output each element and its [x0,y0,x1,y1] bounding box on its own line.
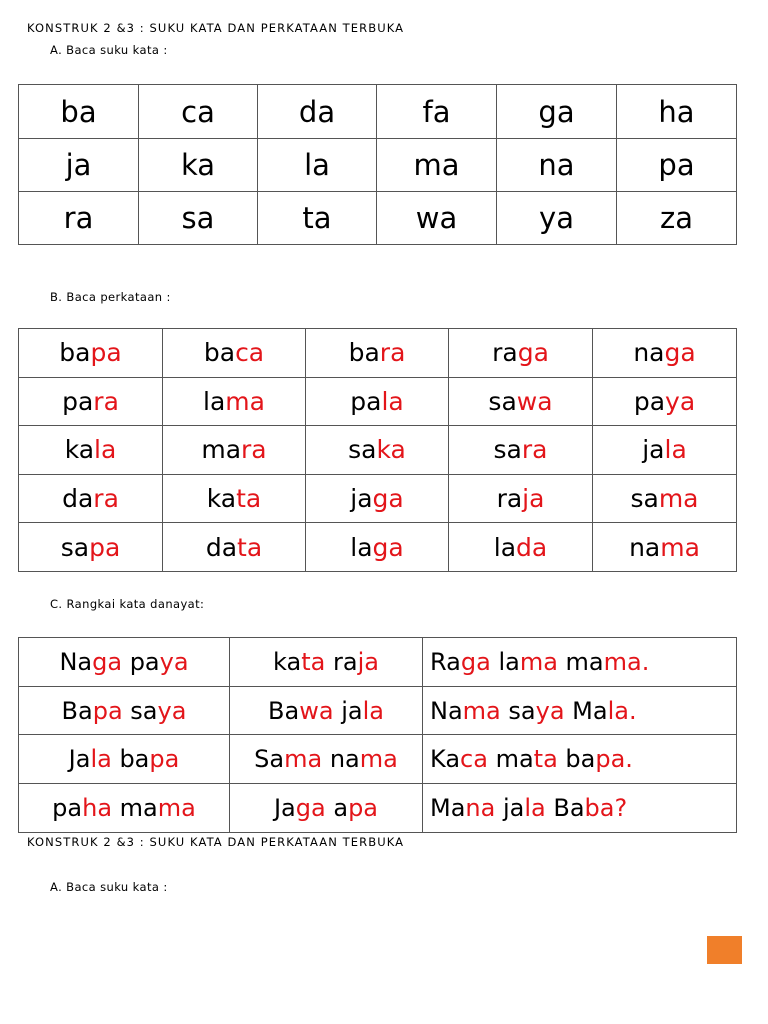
word-cell [306,474,449,523]
syllable-red: ma [284,745,323,774]
word-row [19,377,737,426]
syllable-red: ma [660,532,700,562]
syllable-red: ga [295,793,326,822]
syllable-cell: ya [497,192,617,245]
syllable-red: ra [93,484,119,514]
syllable-red: ma [359,745,398,774]
syllable-cell: ta [258,192,377,245]
syllable-black: la [350,532,373,562]
syllable-red: ga [92,647,123,676]
syllable-black: Na [59,647,93,676]
sentence-cell [423,686,737,735]
phrase-cell [230,686,423,735]
syllable-black: Ja [68,745,91,774]
syllable-red: ya [665,386,696,416]
word-cell [449,474,593,523]
syllable-red: la [524,793,546,822]
syllable-black: la [493,532,517,562]
syllable-red: la. [607,696,637,725]
syllable-black: pa [122,647,160,676]
phrase-cell [19,784,230,833]
syllable-red: ma [519,647,558,676]
section-c-label: C. Rangkai kata danayat: [50,597,205,611]
syllable-red: na [465,793,496,822]
syllable-cell: ra [19,192,139,245]
syllable-red: ta [237,532,263,562]
syllable-black: ja [350,484,373,514]
page-title: KONSTRUK 2 &3 : SUKU KATA DAN PERKATAAN TERBUKA [27,21,405,35]
syllable-red: ya [157,696,187,725]
phrase-table [18,637,737,833]
syllable-red: ma [225,386,265,416]
syllable-black: sa [60,532,90,562]
word-cell [593,426,737,475]
sentence-cell [423,735,737,784]
syllable-black: ja [495,793,525,822]
syllable-row [19,85,737,139]
word-cell [306,329,449,378]
syllable-red: ma. [603,647,650,676]
syllable-black: sa [348,435,377,465]
syllable-black: ma [112,793,158,822]
syllable-black: ka [64,435,95,465]
syllable-red: ra [93,386,119,416]
syllable-cell: da [258,85,377,139]
phrase-cell [230,735,423,784]
syllable-black: na [322,745,360,774]
sentence-cell [423,784,737,833]
syllable-red: ga [517,338,549,368]
syllable-red: pa [92,696,123,725]
footer-title: KONSTRUK 2 &3 : SUKU KATA DAN PERKATAAN TERBUKA [27,835,405,849]
syllable-red: la [664,435,687,465]
syllable-cell: la [258,139,377,192]
phrase-cell [230,638,423,687]
syllable-red: ra [241,435,267,465]
syllable-black: ba [348,338,380,368]
word-row [19,426,737,475]
phrase-cell [19,638,230,687]
syllable-black: sa [122,696,158,725]
syllable-black: da [62,484,94,514]
syllable-black: ra [325,647,358,676]
syllable-black: Na [430,696,463,725]
syllable-black: na [629,532,661,562]
syllable-black: la [490,647,520,676]
syllable-black: ma [201,435,242,465]
syllable-cell: ca [139,85,258,139]
syllable-black: ka [206,484,237,514]
word-cell [19,474,163,523]
syllable-black: Ba [268,696,300,725]
footer-section-a-label: A. Baca suku kata : [50,880,168,894]
word-cell [593,377,737,426]
syllable-black: Ma [564,696,608,725]
syllable-table [18,84,737,245]
syllable-black: sa [493,435,522,465]
phrase-row [19,784,737,833]
syllable-black: pa [350,386,382,416]
syllable-black: ma [487,745,534,774]
syllable-black: ba [557,745,596,774]
word-cell [449,377,593,426]
syllable-cell: ha [617,85,737,139]
word-cell [19,523,163,572]
word-cell [306,523,449,572]
syllable-black: Ma [430,793,466,822]
syllable-black: pa [633,386,666,416]
syllable-cell: ba [19,85,139,139]
syllable-black: ba [203,338,236,368]
syllable-red: ka [376,435,406,465]
word-cell [19,426,163,475]
syllable-black: ja [333,696,363,725]
syllable-red: ma [462,696,501,725]
syllable-black: na [633,338,665,368]
syllable-red: ta [301,647,326,676]
word-cell [163,474,306,523]
phrase-cell [230,784,423,833]
syllable-red: da [516,532,548,562]
syllable-black: Ba [545,793,585,822]
word-cell [593,474,737,523]
word-row [19,329,737,378]
word-cell [163,329,306,378]
syllable-cell: na [497,139,617,192]
syllable-black: Ba [61,696,93,725]
word-cell [306,377,449,426]
syllable-red: ba? [584,793,628,822]
word-cell [449,329,593,378]
syllable-red: ca [235,338,265,368]
word-cell [593,329,737,378]
syllable-red: pa [149,745,180,774]
syllable-black: ra [492,338,518,368]
syllable-red: ja [522,484,545,514]
syllable-black: ka [273,647,302,676]
syllable-cell: ja [19,139,139,192]
syllable-red: ra [521,435,548,465]
syllable-black: la [203,386,226,416]
syllable-black: ba [111,745,150,774]
syllable-black: pa [62,386,94,416]
syllable-red: ma [658,484,699,514]
syllable-black: sa [488,386,517,416]
syllable-red: ga [664,338,696,368]
syllable-red: ja [357,647,379,676]
syllable-red: ha [82,793,113,822]
syllable-red: ta [533,745,558,774]
sentence-cell [423,638,737,687]
syllable-red: la [381,386,404,416]
syllable-red: ya [159,647,189,676]
word-cell [306,426,449,475]
syllable-black: ma [557,647,604,676]
syllable-row [19,192,737,245]
word-cell [163,426,306,475]
syllable-black: Ra [430,647,461,676]
syllable-black: ra [496,484,523,514]
word-cell [163,377,306,426]
word-cell [449,523,593,572]
syllable-red: wa [299,696,334,725]
syllable-red: pa. [595,745,633,774]
word-cell [19,329,163,378]
syllable-red: la [94,435,117,465]
syllable-red: ga [372,484,404,514]
word-cell [19,377,163,426]
word-row [19,474,737,523]
word-cell [163,523,306,572]
section-b-label: B. Baca perkataan : [50,290,171,304]
syllable-red: pa [90,338,122,368]
syllable-cell: ga [497,85,617,139]
syllable-red: ta [236,484,262,514]
word-row [19,523,737,572]
syllable-black: pa [52,793,83,822]
syllable-red: pa [348,793,379,822]
syllable-red: pa [89,532,121,562]
syllable-cell: wa [377,192,497,245]
syllable-red: wa [516,386,553,416]
syllable-black: a [325,793,349,822]
syllable-red: la [362,696,384,725]
word-cell [593,523,737,572]
phrase-cell [19,686,230,735]
syllable-cell: za [617,192,737,245]
word-cell [449,426,593,475]
syllable-red: ga [372,532,404,562]
syllable-black: sa [500,696,536,725]
syllable-red: ga [460,647,491,676]
word-table [18,328,737,572]
syllable-red: ra [379,338,406,368]
syllable-black: Ja [273,793,296,822]
phrase-row [19,686,737,735]
phrase-cell [19,735,230,784]
syllable-red: la [90,745,112,774]
syllable-cell: sa [139,192,258,245]
syllable-black: da [205,532,238,562]
syllable-red: ya [535,696,565,725]
section-a-label: A. Baca suku kata : [50,43,168,57]
syllable-black: sa [630,484,659,514]
syllable-cell: ma [377,139,497,192]
syllable-black: Ka [430,745,461,774]
syllable-black: ba [59,338,91,368]
syllable-red: ca [460,745,488,774]
syllable-cell: ka [139,139,258,192]
syllable-black: Sa [254,745,285,774]
syllable-red: ma [157,793,196,822]
syllable-row [19,139,737,192]
syllable-cell: fa [377,85,497,139]
phrase-row [19,638,737,687]
syllable-cell: pa [617,139,737,192]
syllable-black: ja [642,435,665,465]
orange-page-marker [707,936,742,964]
phrase-row [19,735,737,784]
